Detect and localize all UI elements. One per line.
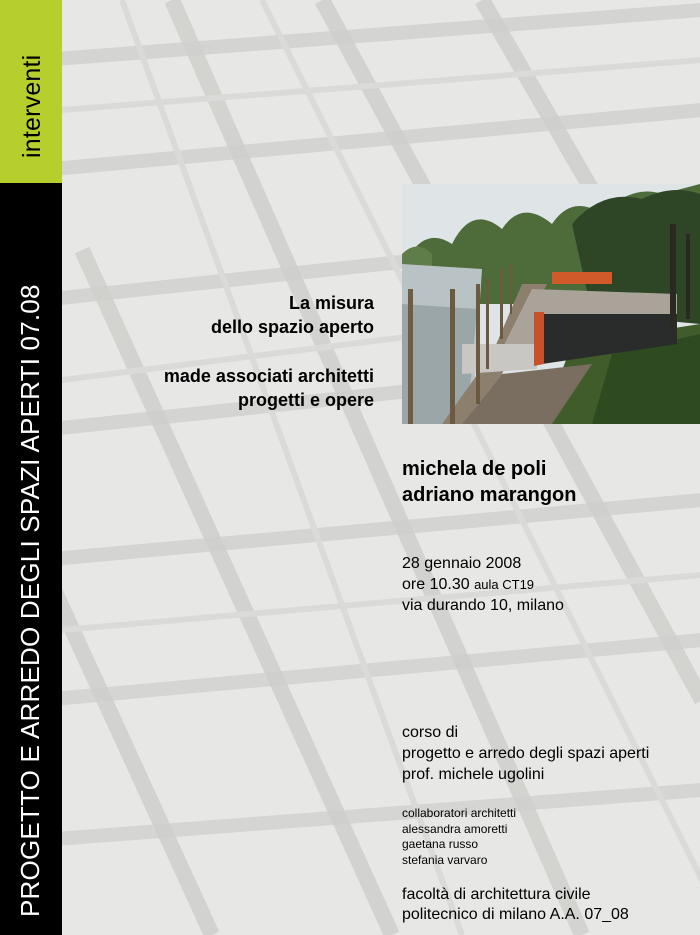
speaker-name: adriano marangon [402,484,577,506]
faculty-info [402,885,629,925]
speakers [402,456,576,508]
faculty-line-1: facoltà di architettura civile [402,886,591,903]
collaborator-name: stefania varvaro [402,852,488,867]
course-vertical-title: PROGETTO E ARREDO DEGLI SPAZI APERTI 07.08 [15,284,45,917]
title-line-1: La misura [288,293,374,313]
event-time-room [402,574,564,595]
title-line-4: progetti e opere [237,390,374,410]
event-room: aula CT19 [474,577,535,592]
event-time: ore 10.30 [402,576,470,593]
title-line-2: dello spazio aperto [210,317,374,337]
collaborator-name: alessandra amoretti [402,821,508,836]
collaborator-name: gaetana russo [402,837,479,851]
title-line-3: made associati architetti [163,366,374,386]
event-address: via durando 10, milano [402,597,564,614]
faculty-line-2: politecnico di milano A.A. 07_08 [402,906,629,923]
course-line-2: progetto e arredo degli spazi aperti [402,745,650,762]
collaborators-heading: collaboratori architetti [402,806,517,820]
event-date: 28 gennaio 2008 [402,555,522,572]
section-label: interventi [18,54,46,158]
collaborators [402,806,516,868]
course-line-1: corso di [402,724,459,741]
event-details [402,553,564,616]
course-line-3: prof. michele ugolini [402,766,545,783]
waterfront-photo [402,184,700,424]
course-details [402,722,649,785]
lecture-title [164,291,374,412]
paving-background [62,0,700,935]
speaker-name: michela de poli [402,458,547,480]
